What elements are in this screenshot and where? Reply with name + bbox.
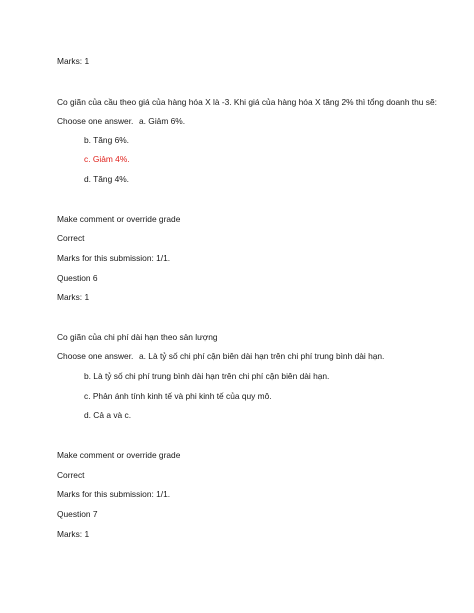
q5-option-c-selected: c. Giảm 4%. [84,154,130,164]
q5-marks: Marks: 1 [57,56,90,66]
q6-option-d: d. Cả a và c. [84,410,132,420]
q6-submission-marks: Marks for this submission: 1/1. [57,489,171,499]
q5-choose-label: Choose one answer. [57,116,134,126]
q6-heading: Question 6 [57,273,98,283]
q5-result: Correct [57,233,85,243]
q6-option-c: c. Phản ánh tính kinh tế và phi kinh tế của quy mô. [84,391,272,401]
q5-option-a: a. Giảm 6%. [139,116,186,126]
q5-option-b: b. Tăng 6%. [84,135,130,145]
q5-comment-link[interactable]: Make comment or override grade [57,214,181,224]
q6-choose-label: Choose one answer. [57,351,134,361]
q5-submission-marks: Marks for this submission: 1/1. [57,253,171,263]
q7-marks: Marks: 1 [57,529,90,539]
q6-option-a: a. Là tỷ số chi phí cận biên dài hạn trên chi phí trung bình dài hạn. [139,351,385,361]
q6-comment-link[interactable]: Make comment or override grade [57,450,181,460]
q6-question-text: Co giãn của chi phí dài hạn theo sản lượng [57,332,218,342]
q6-marks: Marks: 1 [57,292,90,302]
q5-option-d: d. Tăng 4%. [84,174,130,184]
q6-result: Correct [57,470,85,480]
q7-heading: Question 7 [57,509,98,519]
q5-question-text: Co giãn của cầu theo giá của hàng hóa X là -3. Khi giá của hàng hóa X tăng 2% thì tổng doanh thu sẽ: [57,97,437,107]
q6-option-b: b. Là tỷ số chi phí trung bình dài hạn trên chi phí cận biên dài hạn. [84,371,330,381]
